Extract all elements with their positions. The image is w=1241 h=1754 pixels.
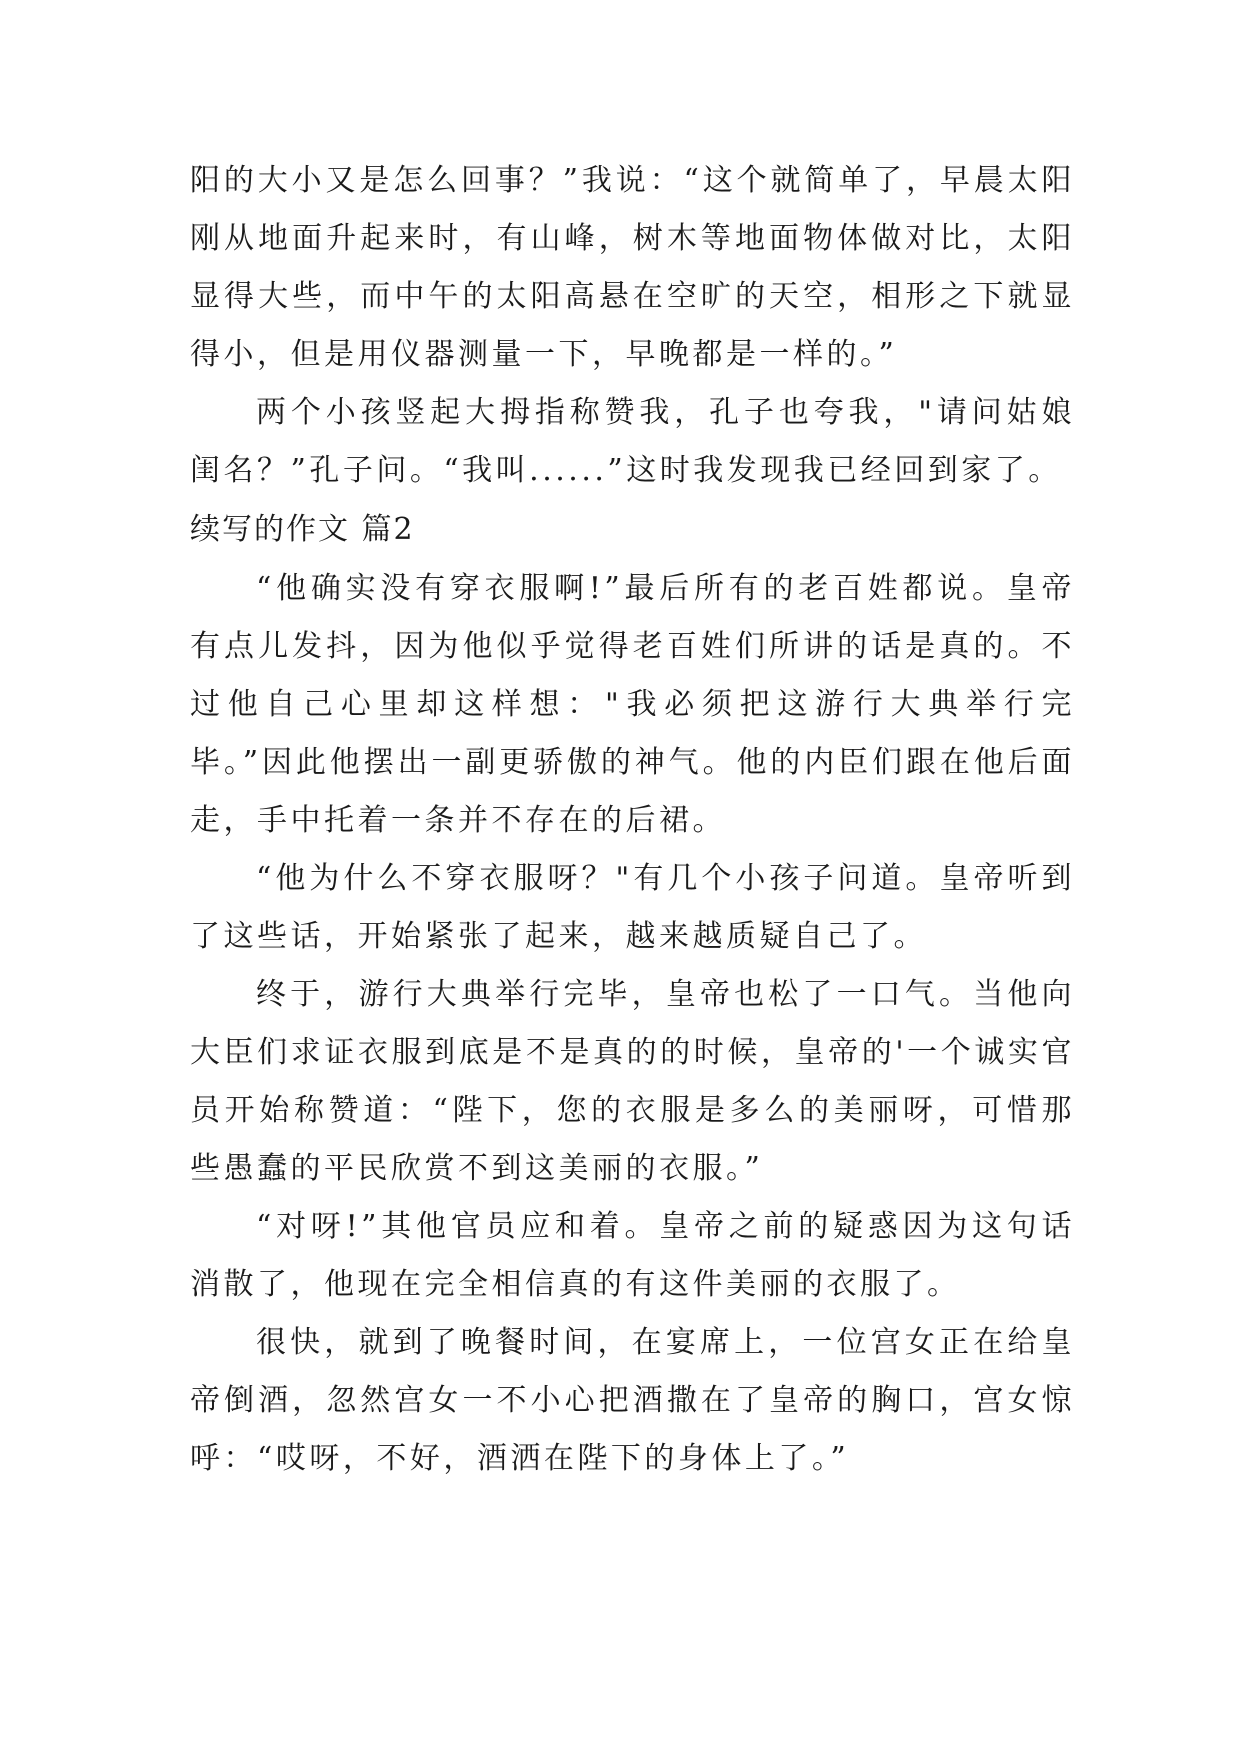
paragraph-continuation: 阳的大小又是怎么回事？”我说：“这个就简单了，早晨太阳刚从地面升起来时，有山峰，树木等地面物体做对比，太阳显得大些，而中午的太阳高悬在空旷的天空，相形之下就显得小，但是用仪器测量一下，早晚都是一样的。” bbox=[190, 163, 1075, 372]
paragraph: “对呀!”其他官员应和着。皇帝之前的疑惑因为这句话消散了，他现在完全相信真的有这件美丽的衣服了。 bbox=[190, 1209, 1075, 1302]
paragraph: “他确实没有穿衣服啊!”最后所有的老百姓都说。皇帝有点儿发抖，因为他似乎觉得老百姓们所讲的话是真的。不过他自己心里却这样想："我必须把这游行大典举行完毕。”因此他摆出一副更骄傲的神气。他的内臣们跟在他后面走，手中托着一条并不存在的后裙。 bbox=[190, 571, 1075, 838]
paragraph: “他为什么不穿衣服呀？"有几个小孩子问道。皇帝听到了这些话，开始紧张了起来，越来越质疑自己了。 bbox=[190, 861, 1075, 954]
paragraph: 很快，就到了晚餐时间，在宴席上，一位宫女正在给皇帝倒酒，忽然宫女一不小心把酒撒在了皇帝的胸口，宫女惊呼：“哎呀，不好，酒洒在陛下的身体上了。” bbox=[190, 1325, 1075, 1476]
paragraph: 两个小孩竖起大拇指称赞我，孔子也夸我，"请问姑娘闺名？”孔子问。“我叫......”这时我发现我已经回到家了。 bbox=[190, 395, 1075, 488]
section-heading: 续写的作文 篇2 bbox=[190, 512, 415, 547]
paragraph: 终于，游行大典举行完毕，皇帝也松了一口气。当他向大臣们求证衣服到底是不是真的的时候，皇帝的'一个诚实官员开始称赞道：“陛下，您的衣服是多么的美丽呀，可惜那些愚蠢的平民欣赏不到这美丽的衣服。” bbox=[190, 977, 1075, 1186]
document-body bbox=[190, 152, 1075, 1488]
